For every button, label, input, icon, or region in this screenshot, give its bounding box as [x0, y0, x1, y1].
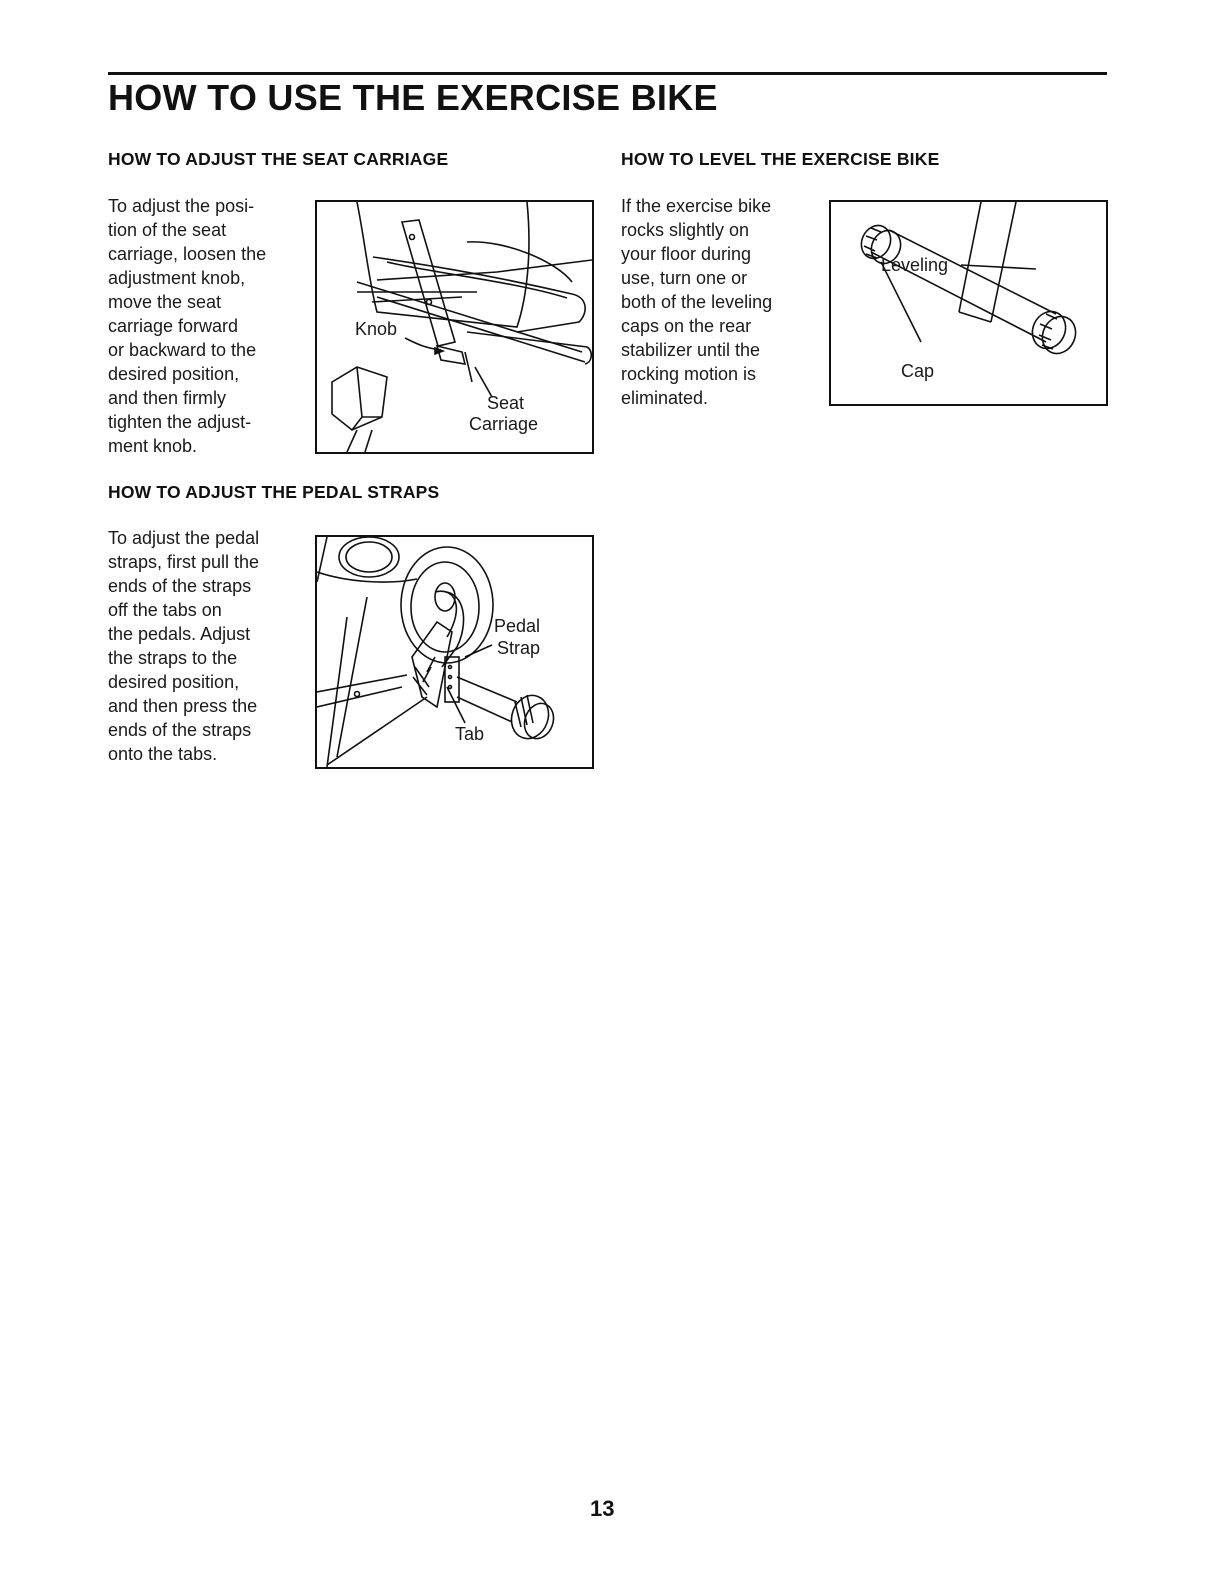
text-line: both of the leveling [621, 292, 773, 312]
level-bike-text [621, 194, 772, 410]
leveling-cap-figure [829, 200, 1108, 406]
text-line: your floor during [621, 244, 752, 264]
text-line: ment knob. [108, 436, 198, 456]
leveling-label: Leveling [881, 255, 949, 275]
title-rule [108, 72, 1107, 75]
text-line: adjustment knob, [108, 268, 246, 288]
pedal-label: Pedal [494, 616, 541, 636]
text-line: rocks slightly on [621, 220, 750, 240]
text-line: and then firmly [108, 388, 227, 408]
page-number: 13 [590, 1496, 615, 1521]
text-line: If the exercise bike [621, 196, 772, 216]
text-line: To adjust the posi- [108, 196, 255, 216]
strap-label: Strap [497, 638, 541, 658]
text-line: straps, first pull the [108, 552, 260, 572]
cap-label: Cap [901, 361, 935, 381]
text-line: desired position, [108, 364, 240, 384]
seat-carriage-figure [315, 200, 594, 454]
leveling-cap-illustration [831, 202, 1106, 404]
text-line: tighten the adjust- [108, 412, 252, 432]
page-title: HOW TO USE THE EXERCISE BIKE [108, 77, 718, 118]
text-line: caps on the rear [621, 316, 752, 336]
text-line: carriage, loosen the [108, 244, 267, 264]
tab-label: Tab [455, 724, 485, 744]
text-line: use, turn one or [621, 268, 748, 288]
text-line: and then press the [108, 696, 258, 716]
text-line: ends of the straps [108, 720, 252, 740]
text-line: move the seat [108, 292, 222, 312]
text-line: carriage forward [108, 316, 239, 336]
text-line: desired position, [108, 672, 240, 692]
pedal-straps-heading: HOW TO ADJUST THE PEDAL STRAPS [108, 482, 440, 502]
text-line: or backward to the [108, 340, 257, 360]
carriage-label: Carriage [469, 414, 539, 434]
text-line: the straps to the [108, 648, 238, 668]
level-bike-heading: HOW TO LEVEL THE EXERCISE BIKE [621, 149, 940, 169]
text-line: ends of the straps [108, 576, 252, 596]
text-line: rocking motion is [621, 364, 757, 384]
pedal-strap-figure [315, 535, 594, 769]
text-line: To adjust the pedal [108, 528, 260, 548]
text-line: off the tabs on [108, 600, 222, 620]
pedal-straps-text [108, 526, 259, 766]
text-line: tion of the seat [108, 220, 227, 240]
seat-label: Seat [487, 393, 525, 413]
seat-carriage-text [108, 194, 266, 458]
knob-label: Knob [355, 319, 398, 339]
text-line: the pedals. Adjust [108, 624, 251, 644]
text-line: onto the tabs. [108, 744, 218, 764]
seat-carriage-heading: HOW TO ADJUST THE SEAT CARRIAGE [108, 149, 449, 169]
text-line: stabilizer until the [621, 340, 761, 360]
text-line: eliminated. [621, 388, 709, 408]
